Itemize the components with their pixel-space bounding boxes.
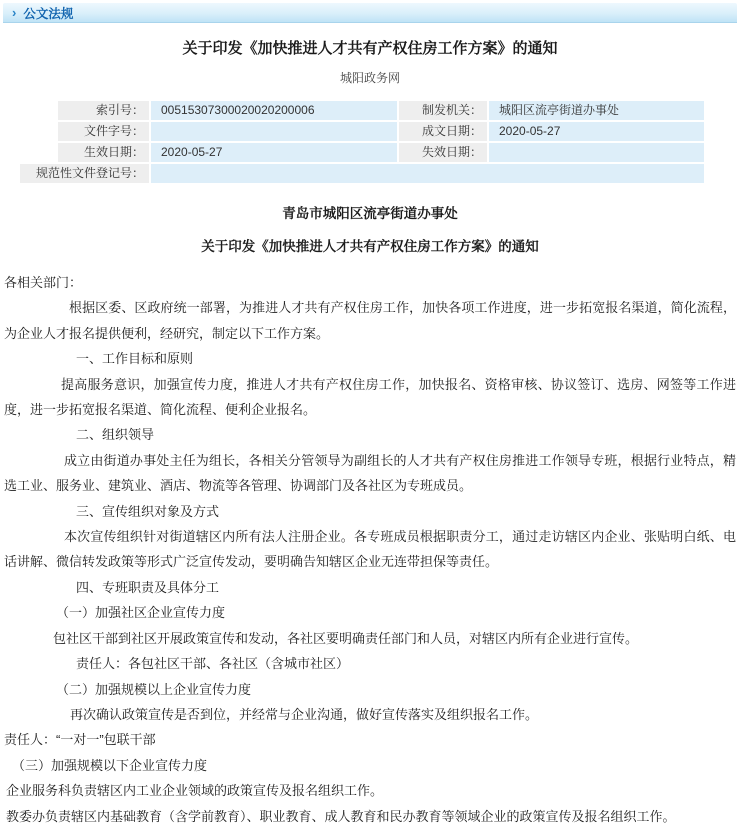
meta-field-label: 成文日期：: [399, 122, 487, 141]
document-paragraph: 各相关部门：: [4, 275, 83, 290]
document-paragraph: 提高服务意识，加强宣传力度，推进人才共有产权住房工作，加快报名、资格审核、协议签订、选房、网签等工作进度，进一步拓宽报名渠道、简化流程、便利企业报名。: [4, 376, 736, 418]
document-paragraph: 包社区干部到社区开展政策宣传和发动，各社区要明确责任部门和人员，对辖区内所有企业进行宣传。: [53, 630, 639, 646]
meta-field-value: 2020-05-27: [151, 143, 397, 162]
document-paragraph: （三）加强规模以下企业宣传力度: [12, 757, 208, 773]
document-paragraph: 根据区委、区政府统一部署，为推进人才共有产权住房工作，加快各项工作进度，进一步拓宽报名渠道，简化流程，为企业人才报名提供便利，经研究，制定以下工作方案。: [4, 300, 736, 341]
document-org-line: 青岛市城阳区流亭街道办事处: [282, 206, 458, 221]
meta-table: [20, 101, 704, 183]
breadcrumb-label[interactable]: 公文法规: [23, 6, 74, 21]
document-title-line: 关于印发《加快推进人才共有产权住房工作方案》的通知: [201, 239, 539, 254]
document-paragraph: 二、组织领导: [76, 427, 155, 443]
document-paragraph: 本次宣传组织针对街道辖区内所有法人注册企业。各专班成员根据职责分工，通过走访辖区内企业、张贴明白纸、电话讲解、微信转发政策等形式广泛宣传发动，要明确告知辖区企业无连带担保等责任。: [4, 529, 736, 570]
document-paragraph: 教委办负责辖区内基础教育（含学前教育）、职业教育、成人教育和民办教育等领域企业的政策宣传及报名组织工作。: [6, 808, 676, 824]
document-paragraph: 再次确认政策宣传是否到位，并经常与企业沟通，做好宣传落实及组织报名工作。: [70, 706, 539, 722]
document-paragraph: 责任人：“一对一”包联干部: [4, 732, 156, 748]
page: [0, 3, 740, 829]
document-paragraph: 四、专班职责及具体分工: [76, 579, 220, 595]
meta-row-spacer: [20, 101, 56, 120]
meta-field-value: 城阳区流亭街道办事处: [489, 101, 704, 120]
meta-field-label: 文件字号：: [58, 122, 149, 141]
meta-field-value: [151, 122, 397, 141]
meta-field-label: 生效日期：: [58, 143, 149, 162]
document-paragraph: 三、宣传组织对象及方式: [76, 503, 220, 519]
meta-field-label: 索引号：: [58, 101, 149, 120]
meta-field-label: 规范性文件登记号：: [20, 164, 149, 183]
page-source: 城阳政务网: [339, 71, 400, 85]
document-paragraphs: [4, 270, 736, 829]
document-paragraph: （一）加强社区企业宣传力度: [56, 605, 226, 621]
meta-row-spacer: [20, 143, 56, 162]
meta-field-label: 失效日期：: [399, 143, 487, 162]
chevron-right-icon: ›: [12, 5, 17, 20]
meta-row-spacer: [20, 122, 56, 141]
document-paragraph: 一、工作目标和原则: [76, 351, 194, 367]
document-paragraph: （二）加强规模以上企业宣传力度: [56, 681, 252, 697]
meta-field-label: 制发机关：: [399, 101, 487, 120]
document-body: [0, 202, 740, 829]
document-paragraph: 企业服务科负责辖区内工业企业领域的政策宣传及报名组织工作。: [6, 783, 384, 799]
meta-row: [20, 122, 704, 141]
meta-field-value: 00515307300020020200006: [151, 101, 397, 120]
meta-field-value: 2020-05-27: [489, 122, 704, 141]
meta-row: [20, 101, 704, 120]
page-title: 关于印发《加快推进人才共有产权住房工作方案》的通知: [182, 40, 558, 57]
meta-row: [20, 164, 704, 183]
meta-field-value: [151, 164, 704, 183]
meta-row: [20, 143, 704, 162]
meta-field-value: [489, 143, 704, 162]
breadcrumb[interactable]: [3, 3, 737, 23]
document-paragraph: 责任人：各包社区干部、各社区（含城市社区）: [76, 656, 350, 672]
document-paragraph: 成立由街道办事处主任为组长，各相关分管领导为副组长的人才共有产权住房推进工作领导专班，根据行业特点，精选工业、服务业、建筑业、酒店、物流等各管理、协调部门及各社区为专班成员。: [4, 452, 736, 494]
